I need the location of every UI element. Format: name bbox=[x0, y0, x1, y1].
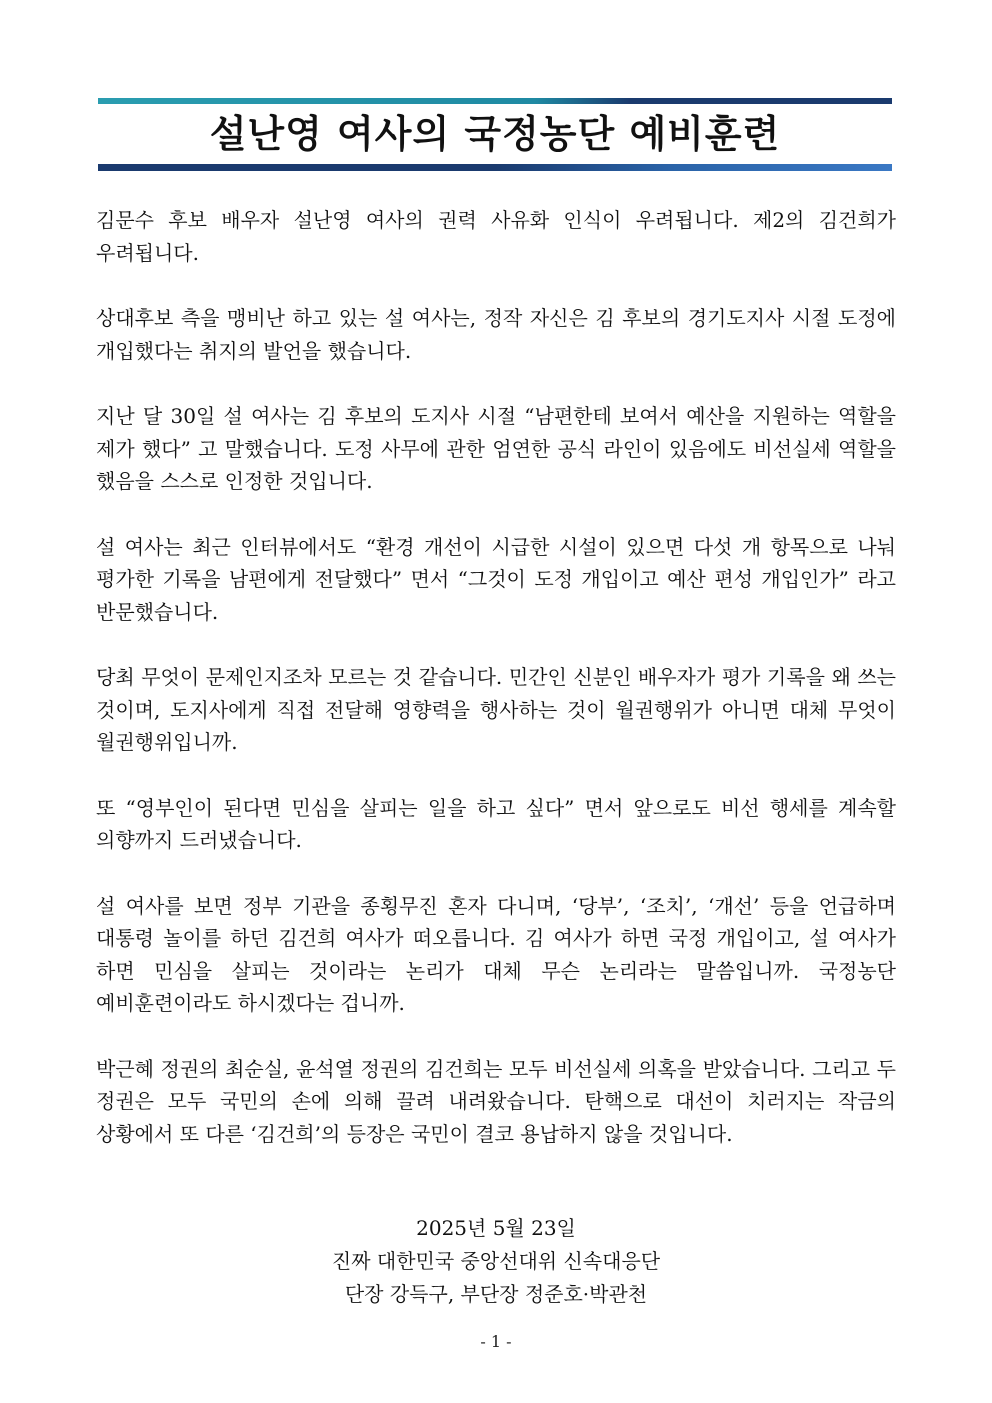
paragraph-2: 상대후보 측을 맹비난 하고 있는 설 여사는, 정작 자신은 김 후보의 경기도지사 시절 도정에 개입했다는 취지의 발언을 했습니다. bbox=[96, 306, 896, 363]
paragraph-8: 박근혜 정권의 최순실, 윤석열 정권의 김건희는 모두 비선실세 의혹을 받았습니다. 그리고 두 정권은 모두 국민의 손에 의해 끌려 내려왔습니다. 탄핵으로 대선이 치러지는 작금의 상황에서 또 다른 ‘김건희’의 등장은 국민이 결코 용납하지 않을 것입니다. bbox=[96, 1056, 896, 1146]
title-bottom-rule bbox=[98, 164, 892, 171]
signature-organization: 진짜 대한민국 중앙선대위 신속대응단 bbox=[331, 1249, 661, 1273]
signature-members: 단장 강득구, 부단장 정준호·박관천 bbox=[344, 1282, 648, 1306]
document-title: 설난영 여사의 국정농단 예비훈련 bbox=[209, 112, 781, 156]
signature-block bbox=[96, 1212, 896, 1311]
page-number: - 1 - bbox=[480, 1332, 512, 1351]
title-top-rule bbox=[98, 98, 892, 104]
paragraph-5: 당최 무엇이 문제인지조차 모르는 것 같습니다. 민간인 신분인 배우자가 평가 기록을 왜 쓰는 것이며, 도지사에게 직접 전달해 영향력을 행사하는 것이 월권행위가 아니면 대체 무엇이 월권행위입니까. bbox=[96, 665, 896, 754]
paragraph-3: 지난 달 30일 설 여사는 김 후보의 도지사 시절 “남편한테 보여서 예산을 지원하는 역할을 제가 했다” 고 말했습니다. 도정 사무에 관한 엄연한 공식 라인이 있음에도 비선실세 역할을 했음을 스스로 인정한 것입니다. bbox=[96, 404, 896, 493]
paragraph-4: 설 여사는 최근 인터뷰에서도 “환경 개선이 시급한 시설이 있으면 다섯 개 항목으로 나눠 평가한 기록을 남편에게 전달했다” 면서 “그것이 도정 개입이고 예산 편성 개입인가” 라고 반문했습니다. bbox=[96, 534, 896, 624]
signature-date: 2025년 5월 23일 bbox=[416, 1216, 576, 1240]
document-body bbox=[96, 204, 896, 1183]
paragraph-1: 김문수 후보 배우자 설난영 여사의 권력 사유화 인식이 우려됩니다. 제2의 김건희가 우려됩니다. bbox=[96, 208, 896, 265]
title-block bbox=[98, 98, 892, 174]
paragraph-7: 설 여사를 보면 정부 기관을 종횡무진 혼자 다니며, ‘당부’, ‘조치’, ‘개선’ 등을 언급하며 대통령 놀이를 하던 김건희 여사가 떠오릅니다. 김 여사가 하면 국정 개입이고, 설 여사가 하면 민심을 살피는 것이라는 논리가 대체 무슨 논리라는 말씀입니까. 국정농단 예비훈련이라도 하시겠다는 겁니까. bbox=[96, 893, 896, 1015]
paragraph-6: 또 “영부인이 된다면 민심을 살피는 일을 하고 싶다” 면서 앞으로도 비선 행세를 계속할 의향까지 드러냈습니다. bbox=[96, 795, 896, 852]
